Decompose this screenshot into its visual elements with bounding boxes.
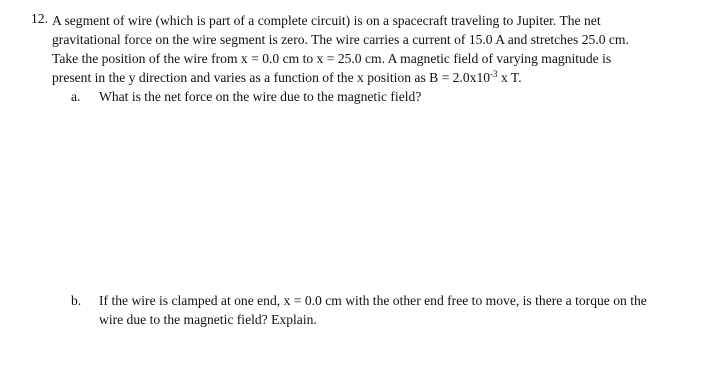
part-b-label: b. [71,293,82,308]
part-a-text: What is the net force on the wire due to the magnetic field? [99,89,422,104]
stem-line-3: Take the position of the wire from x = 0.0 cm to x = 25.0 cm. A magnetic field of varying magnitude is [52,51,612,66]
part-b-line-2: wire due to the magnetic field? Explain. [99,312,317,327]
exponent: -3 [490,69,498,79]
part-b-line-1: If the wire is clamped at one end, x = 0.0 cm with the other end free to move, is there a torque on the [99,293,647,308]
stem-line-4-tail: x T. [497,70,522,85]
question-number: 12. [31,11,48,26]
stem-line-4 [52,68,522,87]
stem-line-1: A segment of wire (which is part of a complete circuit) is on a spacecraft traveling to Jupiter. The net [52,13,601,28]
stem-line-4-text: present in the y direction and varies as a function of the x position as B = 2.0x10 [52,70,491,85]
stem-line-2: gravitational force on the wire segment is zero. The wire carries a current of 15.0 A and stretches 25.0 cm. [52,32,629,47]
part-a-label: a. [71,89,81,104]
